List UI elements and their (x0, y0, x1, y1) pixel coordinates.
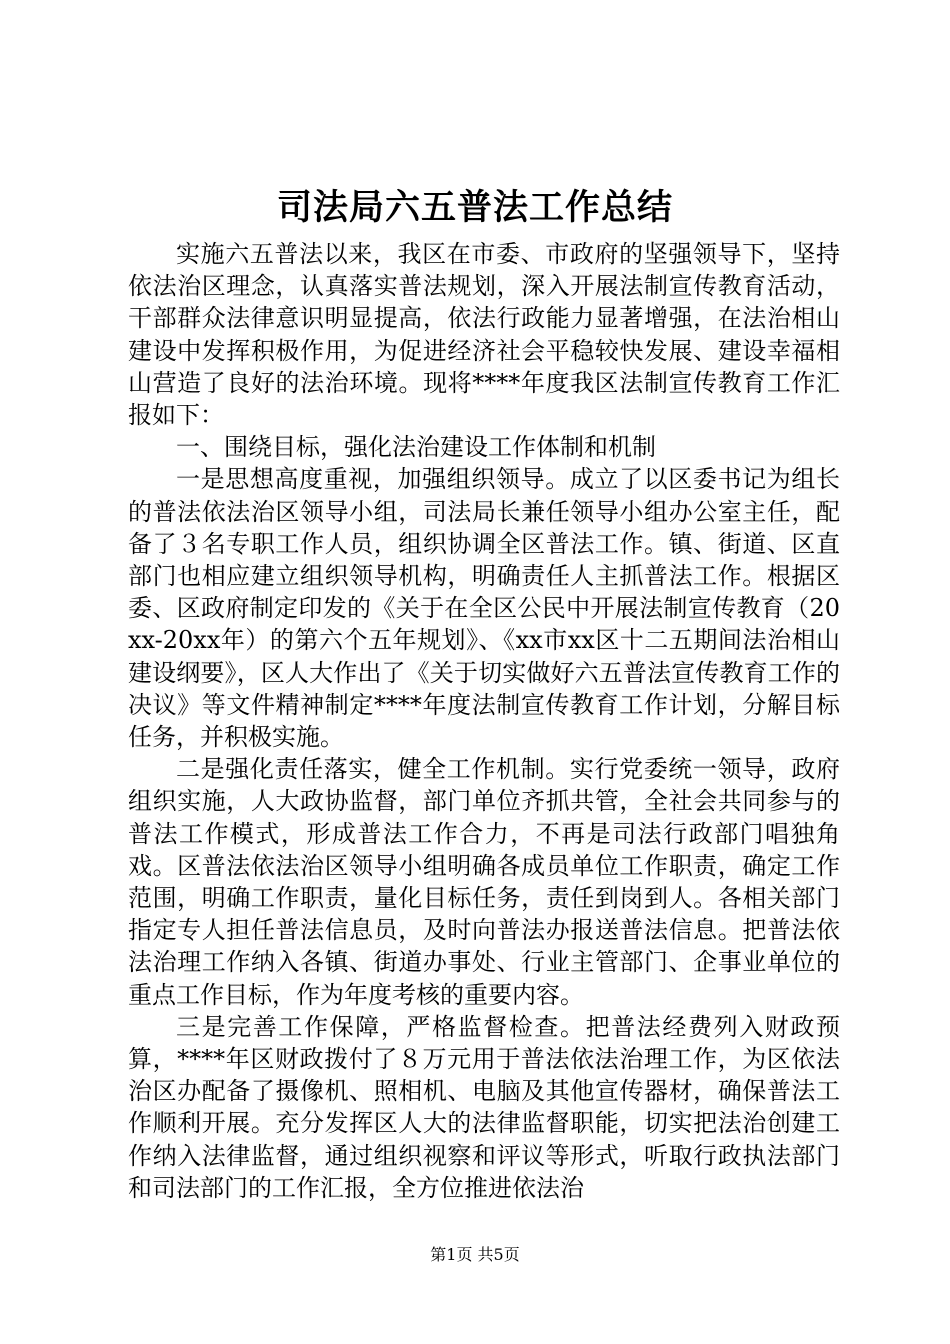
document-body (128, 238, 840, 1204)
section-heading: 一、围绕目标，强化法治建设工作体制和机制 (176, 433, 656, 462)
document-title: 司法局六五普法工作总结 (276, 187, 673, 228)
page-number-footer: 第1页 共5页 (430, 1245, 520, 1264)
body-paragraph: 一是思想高度重视，加强组织领导。成立了以区委书记为组长的普法依法治区领导小组，司法局长兼任领导小组办公室主任，配备了３名专职工作人员，组织协调全区普法工作。镇、街道、区直部门也相应建立组织领导机构，明确责任人主抓普法工作。根据区委、区政府制定印发的《关于在全区公民中开展法制宣传教育（20xx-20xx年）的第六个五年规划》、《xx市xx区十二五期间法治相山建设纲要》，区人大作出了《关于切实做好六五普法宣传教育工作的决议》等文件精神制定****年度法制宣传教育工作计划，分解目标任务，并积极实施。 (128, 465, 840, 752)
body-paragraph: 三是完善工作保障，严格监督检查。把普法经费列入财政预算，****年区财政拨付了８万元用于普法依法治理工作，为区依法治区办配备了摄像机、照相机、电脑及其他宣传器材，确保普法工作顺利开展。充分发挥区人大的法律监督职能，切实把法治创建工作纳入法律监督，通过组织视察和评议等形式，听取行政执法部门和司法部门的工作汇报，全方位推进依法治 (128, 1012, 840, 1202)
intro-paragraph: 实施六五普法以来，我区在市委、市政府的坚强领导下，坚持依法治区理念，认真落实普法规划，深入开展法制宣传教育活动，干部群众法律意识明显提高，依法行政能力显著增强，在法治相山建设中发挥积极作用，为促进经济社会平稳较快发展、建设幸福相山营造了良好的法治环境。现将****年度我区法制宣传教育工作汇报如下： (128, 240, 840, 430)
body-paragraph: 二是强化责任落实，健全工作机制。实行党委统一领导，政府组织实施，人大政协监督，部门单位齐抓共管，全社会共同参与的普法工作模式，形成普法工作合力，不再是司法行政部门唱独角戏。区普法依法治区领导小组明确各成员单位工作职责，确定工作范围，明确工作职责，量化目标任务，责任到岗到人。各相关部门指定专人担任普法信息员，及时向普法办报送普法信息。把普法依法治理工作纳入各镇、街道办事处、行业主管部门、企事业单位的重点工作目标，作为年度考核的重要内容。 (128, 755, 840, 1009)
